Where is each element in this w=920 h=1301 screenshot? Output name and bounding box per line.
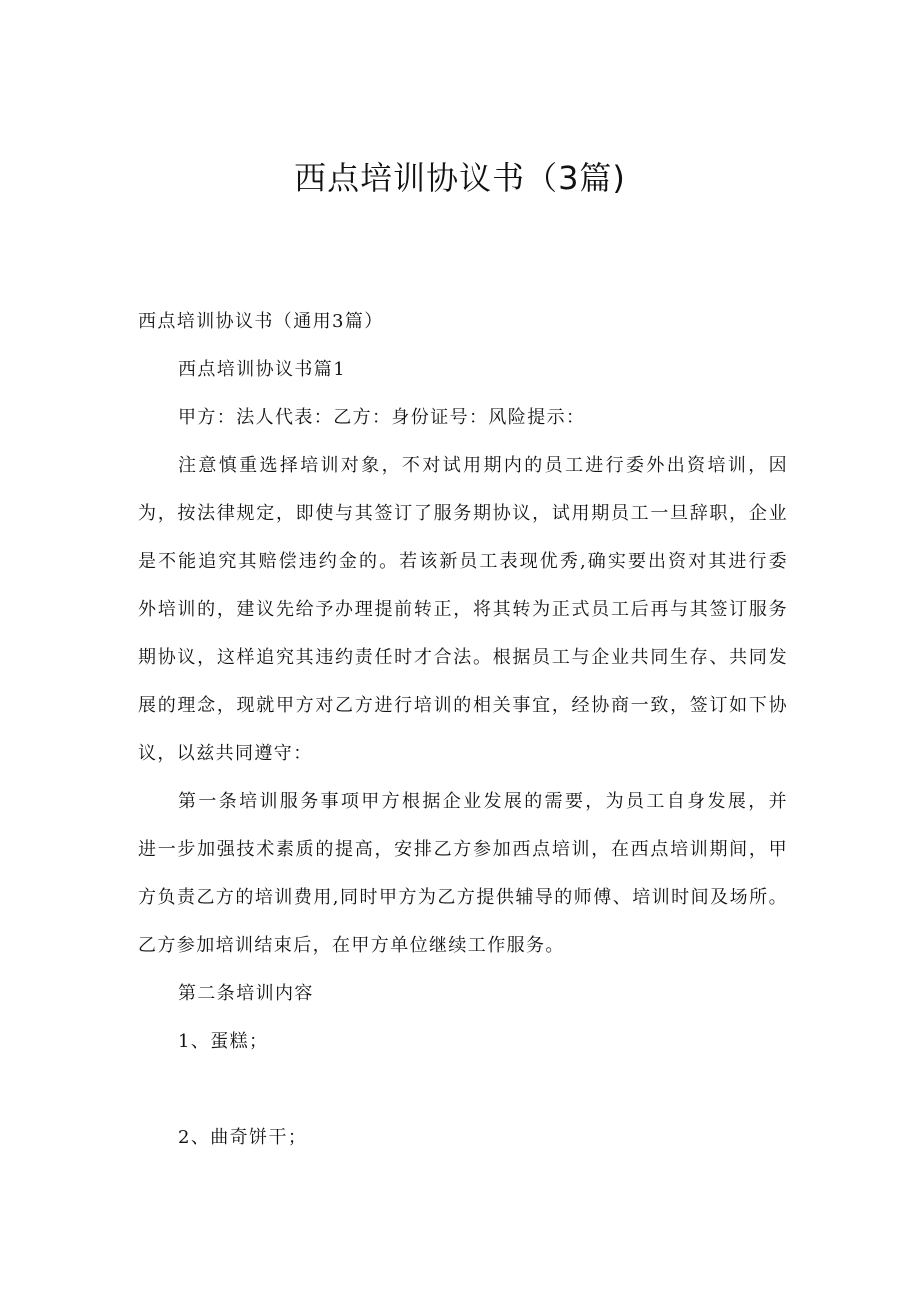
paragraph-line: 为，按法律规定，即使与其签订了服务期协议，试用期员工一旦辞职，企业 — [138, 503, 788, 524]
list-item-1: 1、蛋糕； — [178, 1031, 269, 1052]
paragraph-line: 展的理念，现就甲方对乙方进行培训的相关事宜，经协商一致，签订如下协 — [138, 695, 788, 716]
parties-line: 甲方：法人代表：乙方：身份证号：风险提示： — [178, 407, 586, 428]
paragraph-line: 是不能追究其赔偿违约金的。若该新员工表现优秀,确实要出资对其进行委 — [138, 551, 788, 572]
document-title: 西点培训协议书（3篇) — [294, 159, 626, 197]
paragraph-risk-notice — [138, 452, 788, 788]
section-heading: 西点培训协议书篇1 — [178, 359, 347, 380]
paragraph-line: 方负责乙方的培训费用,同时甲方为乙方提供辅导的师傅、培训时间及场所。 — [138, 887, 788, 908]
list-item-2: 2、曲奇饼干； — [178, 1127, 308, 1148]
document-subtitle: 西点培训协议书（通用3篇） — [138, 311, 384, 332]
paragraph-line: 乙方参加培训结束后，在甲方单位继续工作服务。 — [138, 935, 565, 956]
paragraph-line: 第一条培训服务事项甲方根据企业发展的需要，为员工自身发展，并 — [178, 791, 788, 812]
paragraph-line: 议，以兹共同遵守： — [138, 743, 313, 764]
paragraph-line: 期协议，这样追究其违约责任时才合法。根据员工与企业共同生存、共同发 — [138, 647, 788, 668]
paragraph-article-1 — [138, 788, 788, 980]
paragraph-line: 注意慎重选择培训对象，不对试用期内的员工进行委外出资培训，因 — [178, 455, 788, 476]
paragraph-line: 进一步加强技术素质的提高，安排乙方参加西点培训，在西点培训期间，甲 — [138, 839, 788, 860]
paragraph-line: 外培训的，建议先给予办理提前转正，将其转为正式员工后再与其签订服务 — [138, 599, 788, 620]
article-2-heading: 第二条培训内容 — [178, 983, 314, 1004]
